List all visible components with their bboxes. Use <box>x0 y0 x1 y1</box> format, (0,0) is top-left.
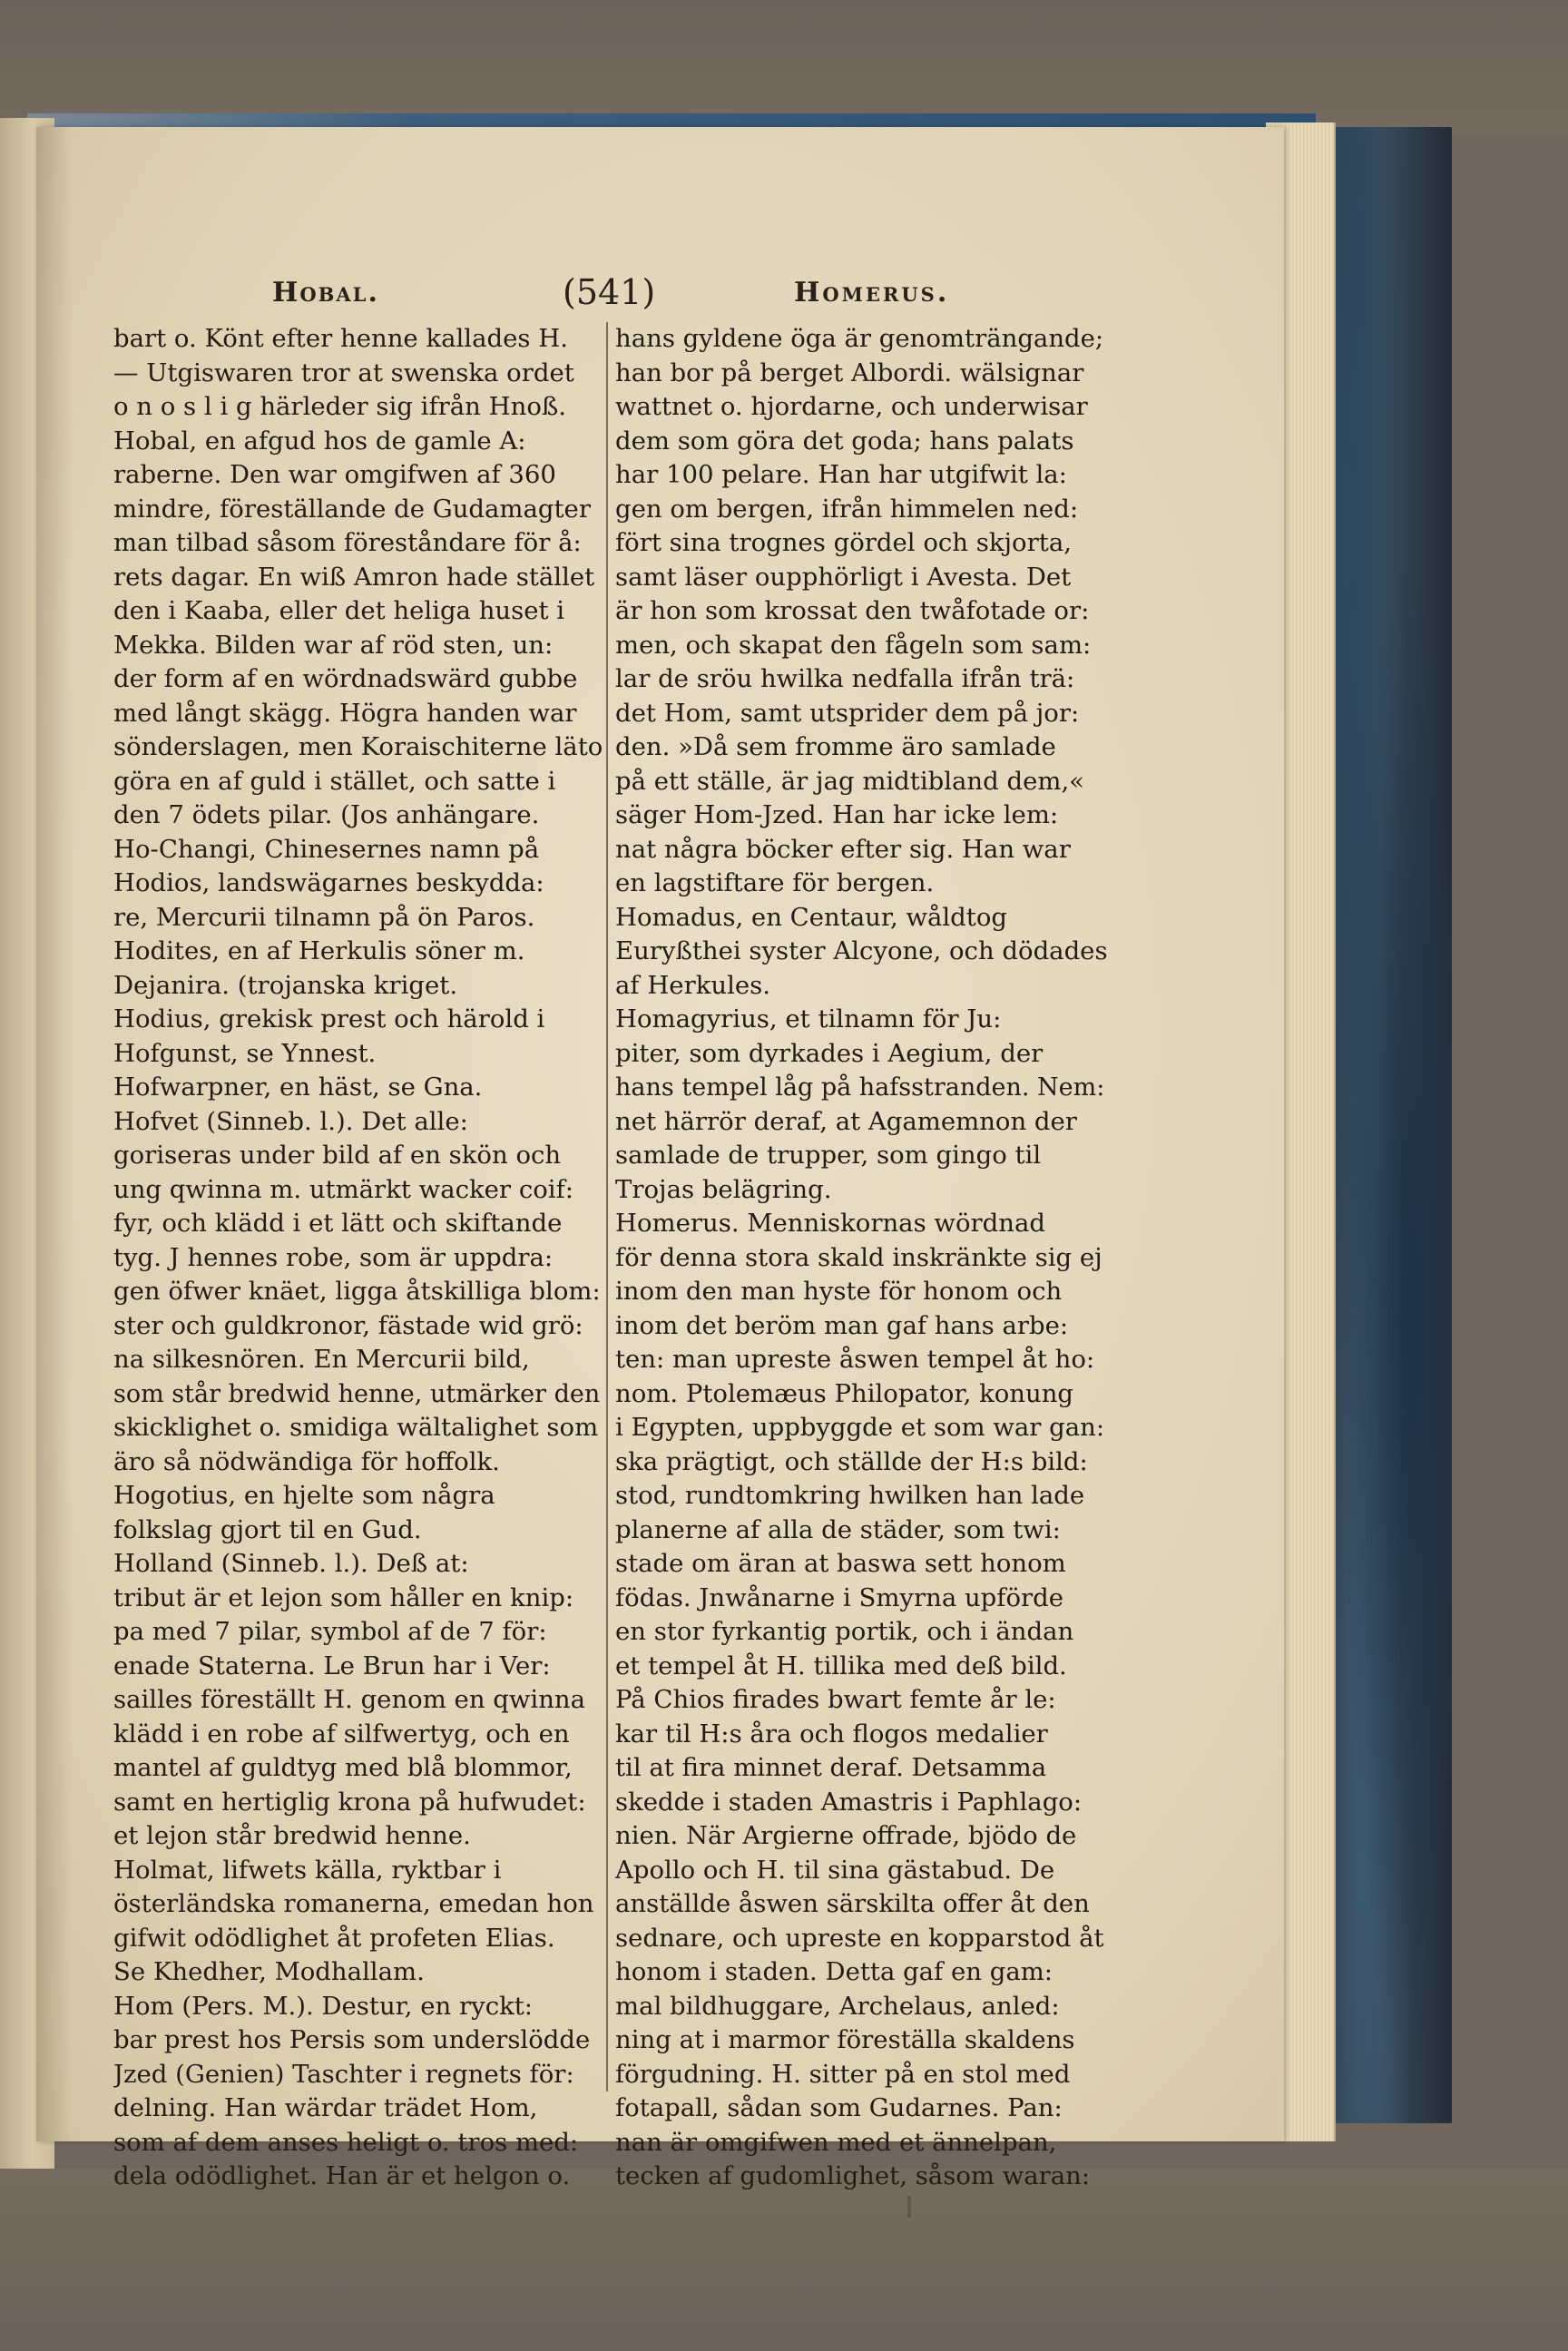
text-line: bart o. Könt efter henne kallades H. <box>113 324 568 353</box>
text-line: som står bredwid henne, utmärker den <box>113 1379 601 1408</box>
text-line: Homadus, en Centaur, wåldtog <box>615 902 1007 932</box>
text-line: goriseras under bild af en skön och <box>113 1141 562 1170</box>
text-line: På Chios firades bwart femte år le: <box>615 1685 1056 1714</box>
text-line: pa med 7 pilar, symbol af de 7 för: <box>113 1617 547 1646</box>
text-line: klädd i en robe af silfwertyg, och en <box>113 1719 570 1749</box>
text-line: fyr, och klädd i et lätt och skiftande <box>113 1209 563 1238</box>
text-line: o n o s l i g härleder sig ifrån Hnoß. <box>113 392 566 421</box>
text-line: samlade de trupper, som gingo til <box>615 1141 1042 1170</box>
text-line: wattnet o. hjordarne, och underwisar <box>615 392 1088 421</box>
text-line: fotapall, sådan som Gudarnes. Pan: <box>615 2093 1063 2122</box>
text-line: Se Khedher, Modhallam. <box>113 1957 425 1986</box>
text-line: af Herkules. <box>615 970 771 1000</box>
text-line: til at fira minnet deraf. Detsamma <box>615 1753 1047 1782</box>
text-line: men, och skapat den fågeln som sam: <box>615 630 1092 660</box>
text-line: som af dem anses heligt o. tros med: <box>113 2127 579 2157</box>
text-line: göra en af guld i stället, och satte i <box>113 766 556 796</box>
text-line: den i Kaaba, eller det heliga huset i <box>113 596 565 625</box>
text-line: sednare, och upreste en kopparstod åt <box>615 1923 1104 1953</box>
text-line: Dejanira. (trojanska kriget. <box>113 970 458 1000</box>
text-line: Homerus. Menniskornas wördnad <box>615 1209 1045 1238</box>
text-line: nom. Ptolemæus Philopator, konung <box>615 1378 1074 1408</box>
text-line: na silkesnören. En Mercurii bild, <box>113 1345 530 1374</box>
text-line: Jzed (Genien) Taschter i regnets för: <box>113 2059 574 2089</box>
column-divider <box>606 322 608 2091</box>
text-line: mal bildhuggare, Archelaus, anled: <box>615 1991 1060 2021</box>
text-line: nien. När Argierne offrade, bjödo de <box>615 1821 1077 1850</box>
text-line: bar prest hos Persis som underslödde <box>113 2025 591 2054</box>
text-line: dela odödlighet. Han är et helgon o. <box>113 2161 571 2190</box>
text-line: tyg. J hennes robe, som är uppdra: <box>113 1242 554 1272</box>
text-line: i Egypten, uppbyggde et som war gan: <box>615 1413 1105 1442</box>
text-line: Mekka. Bilden war af röd sten, un: <box>113 630 554 660</box>
text-line: han bor på berget Albordi. wälsignar <box>615 358 1084 387</box>
text-line: har 100 pelare. Han har utgifwit la: <box>615 460 1067 489</box>
left-column <box>113 322 603 2194</box>
text-line: ska prägtigt, och ställde der H:s bild: <box>615 1446 1088 1476</box>
text-line: ung qwinna m. utmärkt wacker coif: <box>113 1174 574 1204</box>
text-line: Holland (Sinneb. l.). Deß at: <box>113 1549 469 1578</box>
text-line: enade Staterna. Le Brun har i Ver: <box>113 1651 551 1680</box>
text-line: samt läser oupphörligt i Avesta. Det <box>615 562 1072 592</box>
text-line: nat några böcker efter sig. Han war <box>615 834 1071 864</box>
text-line: på ett ställe, är jag midtibland dem,« <box>615 766 1085 796</box>
text-line: sailles föreställt H. genom en qwinna <box>113 1685 586 1714</box>
text-line: Holmat, lifwets källa, ryktbar i <box>113 1855 502 1885</box>
text-line: för denna stora skald inskränkte sig ej <box>615 1242 1102 1272</box>
text-line: re, Mercurii tilnamn på ön Paros. <box>113 902 535 932</box>
backdrop-bottom <box>0 2169 1568 2351</box>
text-line: födas. Jnwånarne i Smyrna upförde <box>615 1582 1064 1612</box>
text-line: net härrör deraf, at Agamemnon der <box>615 1106 1077 1136</box>
text-line: gifwit odödlighet åt profeten Elias. <box>113 1923 555 1953</box>
text-line: der form af en wördnadswärd gubbe <box>113 664 578 693</box>
text-line: Hom (Pers. M.). Destur, en ryckt: <box>113 1991 534 2021</box>
text-line: samt en hertiglig krona på hufwudet: <box>113 1787 586 1817</box>
text-line: nan är omgifwen med et ännelpan, <box>615 2127 1057 2157</box>
text-line: ning at i marmor föreställa skaldens <box>615 2025 1075 2054</box>
text-line: det Hom, samt utsprider dem på jor: <box>615 698 1080 728</box>
text-line: Hodios, landswägarnes beskydda: <box>113 868 544 897</box>
running-header <box>0 272 1568 318</box>
page-mark <box>907 2196 911 2218</box>
text-line: delning. Han wärdar trädet Hom, <box>113 2093 538 2122</box>
page-gutter <box>36 127 73 2141</box>
text-line: den. »Då sem fromme äro samlade <box>615 732 1056 761</box>
text-line: et lejon står bredwid henne. <box>113 1821 471 1850</box>
text-line: hans tempel låg på hafsstranden. Nem: <box>615 1073 1105 1102</box>
text-line: Homagyrius, et tilnamn för Ju: <box>615 1004 1002 1033</box>
text-line: en lagstiftare för bergen. <box>615 868 935 897</box>
right-column <box>615 322 1110 2194</box>
text-line: stod, rundtomkring hwilken han lade <box>615 1481 1085 1510</box>
text-line: et tempel åt H. tillika med deß bild. <box>615 1651 1067 1680</box>
text-line: med långt skägg. Högra handen war <box>113 698 577 728</box>
text-line: mantel af guldtyg med blå blommor, <box>113 1753 573 1782</box>
text-line: gen om bergen, ifrån himmelen ned: <box>615 494 1079 524</box>
text-line: anställde åswen särskilta offer åt den <box>615 1889 1090 1918</box>
text-line: är hon som krossat den twåfotade or: <box>615 596 1090 625</box>
text-line: planerne af alla de städer, som twi: <box>615 1514 1061 1544</box>
text-line: sönderslagen, men Koraischiterne läto <box>113 732 603 761</box>
text-line: kar til H:s åra och flogos medalier <box>615 1719 1048 1749</box>
text-line: dem som göra det goda; hans palats <box>615 426 1074 456</box>
text-line: en stor fyrkantig portik, och i ändan <box>615 1617 1074 1646</box>
text-line: Hofwarpner, en häst, se Gna. <box>113 1073 483 1102</box>
text-line: ten: man upreste åswen tempel åt ho: <box>615 1345 1095 1374</box>
text-line: äro så nödwändiga för hoffolk. <box>113 1446 500 1476</box>
text-line: Hogotius, en hjelte som några <box>113 1481 495 1510</box>
text-line: Hofvet (Sinneb. l.). Det alle: <box>113 1106 468 1136</box>
text-line: rets dagar. En wiß Amron hade stället <box>113 562 595 592</box>
text-line: säger Hom-Jzed. Han har icke lem: <box>615 800 1059 829</box>
text-line: Hodites, en af Herkulis söner m. <box>113 936 525 965</box>
text-line: skedde i staden Amastris i Paphlago: <box>615 1787 1083 1817</box>
text-line: den 7 ödets pilar. (Jos anhängare. <box>113 800 540 829</box>
text-line: skicklighet o. smidiga wältalighet som <box>113 1413 599 1442</box>
text-line: tecken af gudomlighet, såsom waran: <box>615 2161 1091 2190</box>
text-line: honom i staden. Detta gaf en gam: <box>615 1957 1054 1986</box>
text-line: man tilbad såsom föreståndare för å: <box>113 528 582 557</box>
text-line: Apollo och H. til sina gästabud. De <box>615 1855 1055 1885</box>
header-right-word: Homerus. <box>794 277 950 309</box>
text-line: fört sina trognes gördel och skjorta, <box>615 528 1072 557</box>
text-line: raberne. Den war omgifwen af 360 <box>113 460 556 489</box>
text-line: förgudning. H. sitter på en stol med <box>615 2059 1071 2089</box>
text-line: lar de sröu hwilka nedfalla ifrån trä: <box>615 664 1075 693</box>
text-line: Hofgunst, se Ynnest. <box>113 1038 377 1068</box>
text-line: folkslag gjort til en Gud. <box>113 1514 422 1544</box>
text-line: Hodius, grekisk prest och härold i <box>113 1004 545 1033</box>
text-line: tribut är et lejon som håller en knip: <box>113 1582 574 1612</box>
text-line: stade om äran at baswa sett honom <box>615 1549 1066 1578</box>
text-line: inom det beröm man gaf hans arbe: <box>615 1310 1069 1340</box>
text-line: — Utgiswaren tror at swenska ordet <box>113 358 574 387</box>
header-left-word: Hobal. <box>272 277 379 309</box>
text-line: Hobal, en afgud hos de gamle A: <box>113 426 526 456</box>
text-line: piter, som dyrkades i Aegium, der <box>615 1038 1044 1068</box>
text-line: Euryßthei syster Alcyone, och dödades <box>615 936 1108 965</box>
text-line: hans gyldene öga är genomträngande; <box>615 324 1104 353</box>
text-line: mindre, föreställande de Gudamagter <box>113 494 591 524</box>
text-line: Trojas belägring. <box>615 1174 832 1204</box>
text-line: inom den man hyste för honom och <box>615 1277 1063 1306</box>
page-number: (541) <box>563 272 656 312</box>
text-line: österländska romanerna, emedan hon <box>113 1889 594 1918</box>
text-line: gen öfwer knäet, ligga åtskilliga blom: <box>113 1277 601 1306</box>
text-line: ster och guldkronor, fästade wid grö: <box>113 1310 583 1340</box>
text-line: Ho-Changi, Chinesernes namn på <box>113 834 540 864</box>
